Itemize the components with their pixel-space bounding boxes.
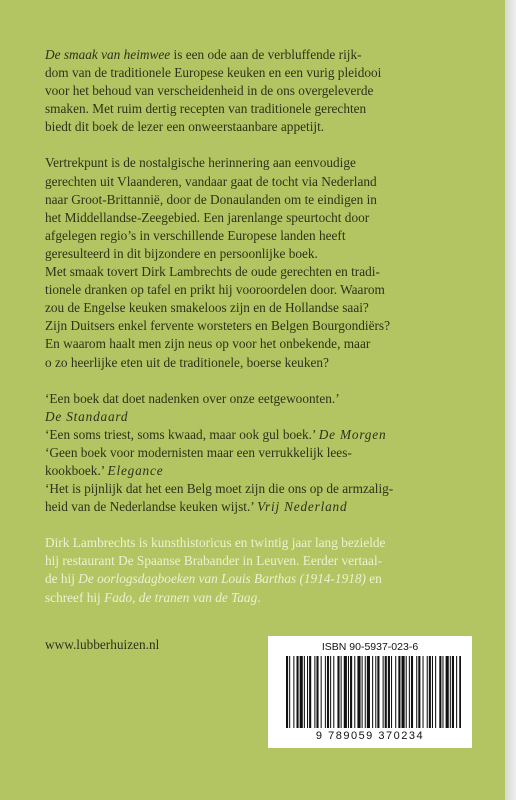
barcode-bar <box>452 656 454 728</box>
author-line: Dirk Lambrechts is kunsthistoricus en twintig jaar lang bezielde <box>45 535 386 551</box>
book-title-italic: De smaak van heimwee <box>45 47 171 62</box>
barcode-bar <box>423 656 424 728</box>
description-line: afgelegen regio’s in verschillende Europese landen heeft <box>45 227 346 243</box>
book-title-italic: Fado, de tranen van de Taag <box>104 589 258 605</box>
isbn-text: ISBN 90-5937-023-6 <box>321 641 419 653</box>
description-line: tionele dranken op tafel en prikt hij vooroordelen door. Waarom <box>45 282 385 298</box>
barcode-bar <box>442 656 443 728</box>
barcode-bar <box>385 656 387 728</box>
description-line: Zijn Duitsers enkel fervente worsteters en Belgen Bourgondiërs? <box>45 318 391 334</box>
quote-text: ‘Een boek dat doet nadenken over onze eetgewoonten.’ <box>45 390 340 406</box>
barcode-bar <box>388 656 390 728</box>
barcode-bar <box>325 656 326 728</box>
quote-source: De Standaard <box>45 408 129 424</box>
ean-digits: 9 789059 370234 <box>315 730 425 742</box>
blurb-line: smaken. Met ruim dertig recepten van traditionele gerechten <box>45 101 367 117</box>
description-line: naar Groot-Brittannië, door de Donaulanden om te eindigen in <box>45 191 377 207</box>
barcode-bar <box>348 656 349 728</box>
barcode-bar <box>289 656 290 728</box>
barcode-bar <box>341 656 342 728</box>
barcode-bar <box>327 656 329 728</box>
barcode-bar <box>418 656 420 728</box>
barcode-bar <box>446 656 449 728</box>
description-line: gerechten uit Vlaanderen, vandaar gaat de tocht via Nederland <box>45 173 377 189</box>
barcode-bar <box>314 656 315 728</box>
barcode-bar <box>432 656 433 728</box>
barcode-bar <box>286 656 288 728</box>
barcode-bar <box>367 656 370 728</box>
barcode-bar <box>337 656 339 728</box>
barcode-label <box>268 636 472 748</box>
barcode-bar <box>365 656 366 728</box>
barcode-bar <box>409 656 410 728</box>
barcode-bar <box>330 656 331 728</box>
quote-text: ‘Een soms triest, soms kwaad, maar ook gul boek.’ <box>45 426 319 442</box>
quote-text: kookboek.’ <box>45 462 108 478</box>
quote-source: De Morgen <box>318 426 387 442</box>
author-line: de hij <box>45 571 79 587</box>
blurb-line: dom van de traditionele Europese keuken en een vurig pleidooi <box>45 65 382 81</box>
barcode-bar <box>377 656 379 728</box>
barcode-bar <box>357 656 360 728</box>
barcode-bar <box>297 656 299 728</box>
author-line: . <box>257 589 261 605</box>
quote-source: Vrij Nederland <box>257 499 348 515</box>
author-line: en <box>365 571 382 587</box>
barcode-bar <box>456 656 457 728</box>
author-line: hij restaurant De Spaanse Brabander in Leuven. Eerder vertaal- <box>45 553 383 569</box>
barcode-bar <box>406 656 407 728</box>
barcode-bar <box>362 656 363 728</box>
barcode-bar <box>429 656 431 728</box>
barcode-bar <box>344 656 347 728</box>
barcode-bar <box>435 656 436 728</box>
description-line: het Middellandse-Zeegebied. Een jarenlange speurtocht door <box>45 209 370 225</box>
barcode-bar <box>416 656 417 728</box>
publisher-website: www.lubberhuizen.nl <box>45 637 160 652</box>
description-line: En waarom haalt men zijn neus op voor het onbekende, maar <box>45 336 371 352</box>
barcode-bar <box>395 656 396 728</box>
description-line: Vertrekpunt is de nostalgische herinnering aan eenvoudige <box>45 155 356 171</box>
quote-text: ‘Geen boek voor modernisten maar een verrukkelijk lees- <box>45 444 352 460</box>
barcode-bar <box>411 656 413 728</box>
blurb-line: voor het behoud van verscheidenheid in de ons overgeleverde <box>45 83 374 99</box>
book-title-italic: De oorlogsdagboeken van Louis Barthas (1914-1918) <box>78 571 366 587</box>
barcode-bar <box>398 656 400 728</box>
barcode-bar <box>372 656 373 728</box>
barcode-bar <box>375 656 376 728</box>
blurb-line: biedt dit boek de lezer een onweerstaanbare appetijt. <box>45 119 325 135</box>
barcode-bar <box>307 656 308 728</box>
description-line: Met smaak tovert Dirk Lambrechts de oude gerechten en tradi- <box>45 264 380 280</box>
barcode-bar <box>350 656 352 728</box>
description-line: o zo heerlijke eten uit de traditionele, boerse keuken? <box>45 354 329 370</box>
barcode-bar <box>402 656 405 728</box>
blurb-paragraph <box>45 46 465 136</box>
quote-source: Elegance <box>107 462 164 478</box>
barcode-bar <box>427 656 428 728</box>
barcode-bar <box>383 656 384 728</box>
quote-text: ‘Het is pijnlijk dat het een Belg moet zijn die ons op de armzalig- <box>45 481 394 497</box>
barcode-bar <box>439 656 441 728</box>
barcode-bar <box>391 656 392 728</box>
description-line: zou de Engelse keuken smakeloos zijn en de Hollandse saai? <box>45 300 369 316</box>
barcode-bars <box>286 656 461 728</box>
barcode-bar <box>316 656 318 728</box>
press-quotes <box>45 390 465 517</box>
barcode-bar <box>459 656 461 728</box>
barcode-bar <box>304 656 305 728</box>
barcode-bar <box>450 656 451 728</box>
description-paragraph <box>45 154 465 371</box>
quote-text: heid van de Nederlandse keuken wijst.’ <box>45 499 258 515</box>
barcode-bar <box>333 656 334 728</box>
barcode-bar <box>300 656 303 728</box>
barcode-bar <box>293 656 294 728</box>
description-line: geresulteerd in dit bijzondere en persoonlijke boek. <box>45 245 318 261</box>
barcode-bar <box>309 656 311 728</box>
blurb-line: is een ode aan de verbluffende rijk- <box>170 47 362 62</box>
author-bio <box>45 534 465 606</box>
barcode-bar <box>321 656 322 728</box>
author-line: schreef hij <box>45 589 105 605</box>
page-edge <box>505 0 516 800</box>
cover-text <box>45 46 465 607</box>
barcode-bar <box>354 656 355 728</box>
